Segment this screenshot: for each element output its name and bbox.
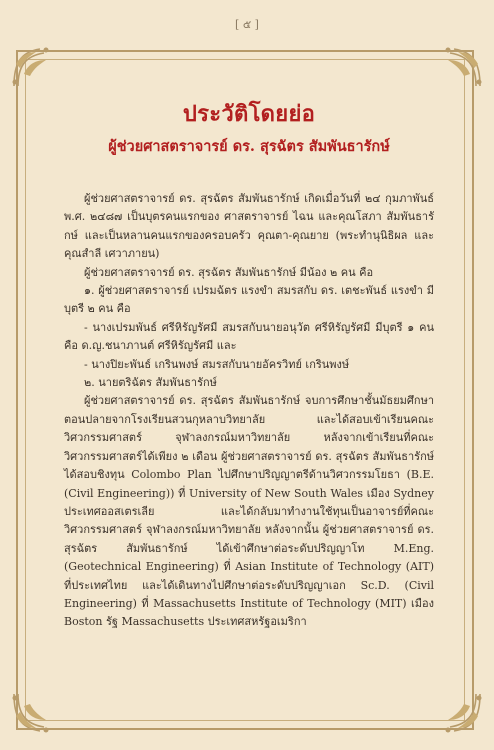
document-content (64, 96, 434, 632)
paragraph-education: ผู้ช่วยศาสตราจารย์ ดร. สุรฉัตร สัมพันธารักษ์ จบการศึกษาชั้นมัธยมศึกษาตอนปลายจากโรงเรียนสวนกุหลาบวิทยาลัย และได้สอบเข้าเรียนคณะวิศวกรรมศาสตร์ จุฬาลงกรณ์มหาวิทยาลัย หลังจากเข้าเรียนที่คณะวิศวกรรมศาสตร์ได้เพียง ๒ เดือน ผู้ช่วยศาสตราจารย์ ดร. สุรฉัตร สัมพันธารักษ์ ได้สอบชิงทุน Colombo Plan ไปศึกษาปริญญาตรีด้านวิศวกรรมโยธา (B.E. (Civil Engineering)) ที่ University of New South Wales เมือง Sydney ประเทศออสเตรเลีย และได้กลับมาทำงานใช้ทุนเป็นอาจารย์ที่คณะวิศวกรรมศาสตร์ จุฬาลงกรณ์มหาวิทยาลัย หลังจากนั้น ผู้ช่วยศาสตราจารย์ ดร. สุรฉัตร สัมพันธารักษ์ ได้เข้าศึกษาต่อระดับปริญญาโท M.Eng. (Geotechnical Engineering) ที่ Asian Institute of Technology (AIT) ที่ประเทศไทย และได้เดินทางไปศึกษาต่อระดับปริญญาเอก Sc.D. (Civil Engineering) ที่ Massachusetts Institute of Technology (MIT) เมือง Boston รัฐ Massachusetts ประเทศสหรัฐอเมริกา (64, 394, 434, 629)
list-item-sibling-1: ๑. ผู้ช่วยศาสตราจารย์ เปรมฉัตร แรงขำ สมรสกับ ดร. เตชะพันธ์ แรงขำ มีบุตรี ๒ คน คือ (64, 284, 434, 316)
list-subitem-child-2: - นางปิยะพันธ์ เกรินพงษ์ สมรสกับนายอัครวิทย์ เกรินพงษ์ (84, 357, 350, 371)
paragraph-siblings-intro: ผู้ช่วยศาสตราจารย์ ดร. สุรฉัตร สัมพันธารักษ์ มีน้อง ๒ คน คือ (84, 265, 374, 279)
list-subitem-child-1: - นางเปรมพันธ์ ศรีหิรัญรัศมี สมรสกับนายอนุวัต ศรีหิรัญรัศมี มีบุตรี ๑ คน คือ ด.ญ.ชนาภานต์ ศรีหิรัญรัศมี และ (64, 320, 434, 353)
corner-ornament-icon (10, 690, 56, 736)
list-item-sibling-2: ๒. นายตริฉัตร สัมพันธารักษ์ (84, 376, 217, 390)
corner-ornament-icon (10, 44, 56, 90)
biography-body (64, 190, 434, 632)
corner-ornament-icon (438, 44, 484, 90)
page-title: ประวัติโดยย่อ (182, 101, 316, 127)
page-number: [ ๕ ] (235, 18, 259, 31)
paragraph-birth: ผู้ช่วยศาสตราจารย์ ดร. สุรฉัตร สัมพันธารักษ์ เกิดเมื่อวันที่ ๒๔ กุมภาพันธ์ พ.ศ. ๒๔๘๗ เป็นบุตรคนแรกของ ศาสตราจารย์ ไฉน และคุณโสภา สัมพันธารักษ์ และเป็นหลานคนแรกของครอบครัว คุณตา-คุณยาย (พระทำนุนิธิผล และคุณสำลี เศวาภายน) (64, 192, 434, 261)
page-subtitle: ผู้ช่วยศาสตราจารย์ ดร. สุรฉัตร สัมพันธารักษ์ (108, 138, 390, 155)
corner-ornament-icon (438, 690, 484, 736)
